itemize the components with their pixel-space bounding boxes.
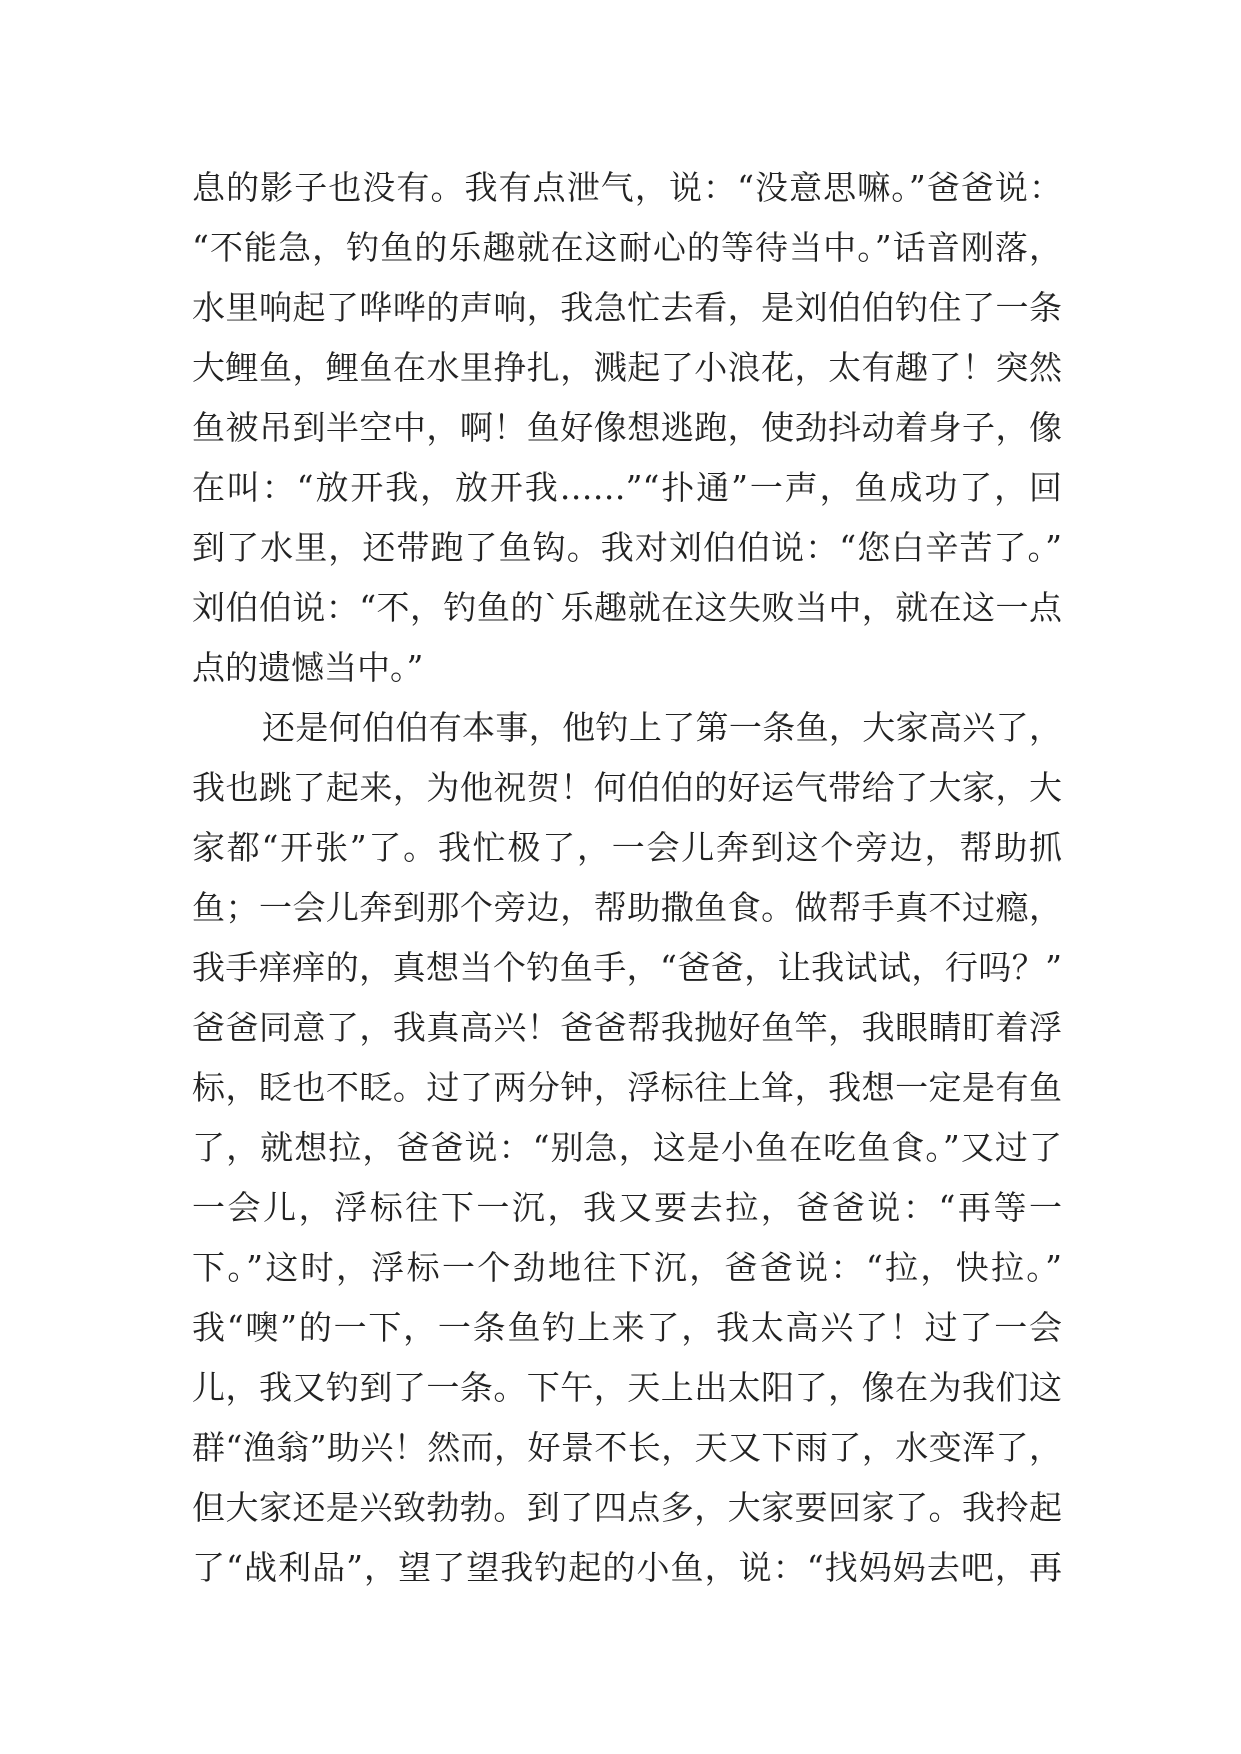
text-line: 在叫：“放开我，放开我……”“扑通”一声，鱼成功了，回 <box>192 468 1062 507</box>
body-text <box>192 158 1062 1598</box>
text-line: 了，就想拉，爸爸说：“别急，这是小鱼在吃鱼食。”又过了 <box>192 1128 1062 1167</box>
text-line: 鱼被吊到半空中，啊！鱼好像想逃跑，使劲抖动着身子，像 <box>192 408 1062 447</box>
text-line: 我手痒痒的，真想当个钓鱼手，“爸爸，让我试试，行吗？” <box>192 948 1062 987</box>
text-line: “不能急，钓鱼的乐趣就在这耐心的等待当中。”话音刚落， <box>192 228 1062 267</box>
text-line: 到了水里，还带跑了鱼钩。我对刘伯伯说：“您白辛苦了。” <box>192 528 1062 567</box>
text-line: 了“战利品”，望了望我钓起的小鱼，说：“找妈妈去吧，再 <box>192 1548 1062 1587</box>
text-line: 爸爸同意了，我真高兴！爸爸帮我抛好鱼竿，我眼睛盯着浮 <box>192 1008 1062 1047</box>
text-line: 下。”这时，浮标一个劲地往下沉，爸爸说：“拉，快拉。” <box>192 1248 1062 1287</box>
text-line: 我也跳了起来，为他祝贺！何伯伯的好运气带给了大家，大 <box>192 768 1062 807</box>
text-line: 群“渔翁”助兴！然而，好景不长，天又下雨了，水变浑了， <box>192 1428 1062 1467</box>
text-line: 但大家还是兴致勃勃。到了四点多，大家要回家了。我拎起 <box>192 1488 1062 1527</box>
text-line: 家都“开张”了。我忙极了，一会儿奔到这个旁边，帮助抓 <box>192 828 1062 867</box>
text-line: 我“噢”的一下，一条鱼钓上来了，我太高兴了！过了一会 <box>192 1308 1062 1347</box>
text-line: 息的影子也没有。我有点泄气，说：“没意思嘛。”爸爸说： <box>192 168 1062 207</box>
text-line: 标，眨也不眨。过了两分钟，浮标往上耸，我想一定是有鱼 <box>192 1068 1062 1107</box>
text-line: 大鲤鱼，鲤鱼在水里挣扎，溅起了小浪花，太有趣了！突然 <box>192 348 1062 387</box>
text-line: 儿，我又钓到了一条。下午，天上出太阳了，像在为我们这 <box>192 1368 1062 1407</box>
text-line: 鱼；一会儿奔到那个旁边，帮助撒鱼食。做帮手真不过瘾， <box>192 888 1062 927</box>
text-line: 还是何伯伯有本事，他钓上了第一条鱼，大家高兴了， <box>262 708 1062 747</box>
text-line: 点的遗憾当中。” <box>192 648 424 687</box>
text-line: 水里响起了哗哗的声响，我急忙去看，是刘伯伯钓住了一条 <box>192 288 1062 327</box>
text-line: 一会儿，浮标往下一沉，我又要去拉，爸爸说：“再等一 <box>192 1188 1062 1227</box>
text-line: 刘伯伯说：“不，钓鱼的`乐趣就在这失败当中，就在这一点 <box>192 588 1062 627</box>
